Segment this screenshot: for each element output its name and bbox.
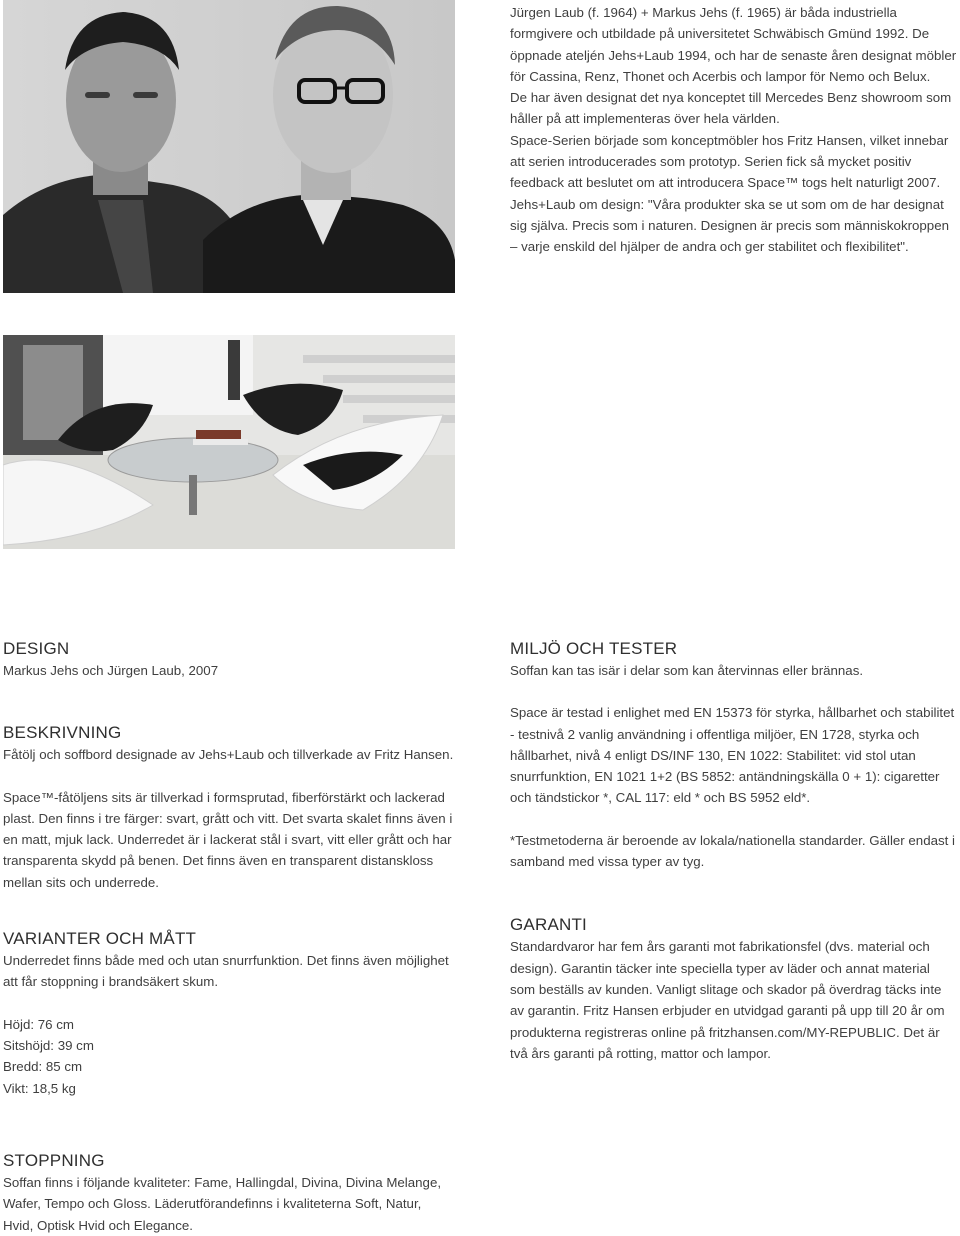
left-column [3, 638, 455, 1099]
right-column [510, 638, 958, 1064]
bio-paragraph: Jürgen Laub (f. 1964) + Markus Jehs (f. 1965) är båda industriella formgivere och utbildade på universitetet Schwäbisch Gmünd 1992. De öppnade ateljén Jehs+Laub 1994, och har de senaste åren designat möbler för Cassina, Renz, Thonet och Acerbis och lampor för Nemo och Belux. [510, 5, 957, 84]
stoppning-section [3, 1150, 455, 1236]
garanti-heading: GARANTI [510, 915, 587, 935]
miljo-heading: MILJÖ OCH TESTER [510, 639, 678, 658]
varianter-heading: VARIANTER OCH MÅTT [3, 929, 197, 949]
beskrivning-paragraph: Fåtölj och soffbord designade av Jehs+Laub och tillverkade av Fritz Hansen. [3, 747, 454, 763]
garanti-section [510, 914, 958, 1064]
beskrivning-heading: BESKRIVNING [3, 723, 122, 743]
bio-paragraph: De har även designat det nya konceptet till Mercedes Benz showroom som håller på att implementeras över hela världen. [510, 90, 952, 127]
bio-paragraph: Space-Serien började som konceptmöbler hos Fritz Hansen, vilket innebar att serien introducerades som prototyp. Serien fick så mycket positiv feedback att beslutet om att introducera Space™ togs helt naturligt 2007. [510, 132, 949, 191]
garanti-text: Standardvaror har fem års garanti mot fabrikationsfel (dvs. material och design). Garantin täcker inte speciella typer av läder och annat material som beställs av kunden. Vanligt slitage och skador på överdrag täcks inte av garantin. Fritz Hansen erbjuder en utvidgad garanti på upp till 20 år om produkterna registreras online på fritzhansen.com/MY-REPUBLIC. Det är två års garanti på rotting, mattor och lampor. [510, 939, 945, 1061]
designer-biography [510, 2, 958, 258]
design-text: Markus Jehs och Jürgen Laub, 2007 [3, 663, 219, 678]
miljo-paragraph: Space är testad i enlighet med EN 15373 för styrka, hållbarhet och stabilitet - testnivå 2 vanlig användning i offentliga miljöer, EN 1728, styrka och hållbarhet, nivå 4 enligt DS/INF 130, EN 1022: Stabilitet: vid stol utan snurrfunktion, EN 1021 1+2 (BS 5852: antändningskälla 0 + 1): cigaretter och tändstickor *, CAL 117: eld * och BS 5952 eld*. [510, 705, 955, 806]
bio-paragraph: Jehs+Laub om design: "Våra produkter ska se ut som om de har designat sig själva. Precis som i naturen. Designen är precis som människokroppen – varje enskild del hjälper de andra och ger stabilitet och flexibilitet". [510, 196, 949, 255]
stoppning-text: Soffan finns i följande kvaliteter: Fame, Hallingdal, Divina, Divina Melange, Wafer, Tempo och Gloss. Läderutförandefinns i kvaliteterna Soft, Natur, Hvid, Optisk Hvid och Elegance. [3, 1175, 442, 1233]
beskrivning-paragraph: Space™-fåtöljens sits är tillverkad i formsprutad, fiberförstärkt och lackerad plast. Den finns i tre färger: svart, grått och vitt. Det svarta skalet finns även i en matt, mjuk lack. Underredet är i lackerat stål i svart, vitt eller grått och har transparenta skydd på benen. Det finns även en transparent distanskloss mellan sits och underrede. [3, 789, 453, 890]
space-chairs-interior-photo [3, 335, 455, 549]
miljo-paragraph: Soffan kan tas isär i delar som kan återvinnas eller brännas. [510, 663, 864, 678]
beskrivning-section [3, 722, 455, 893]
dimension-item: Vikt: 18,5 kg [3, 1080, 76, 1096]
dimension-item: Höjd: 76 cm [3, 1016, 74, 1032]
varianter-section [3, 928, 455, 1099]
varianter-text: Underredet finns både med och utan snurrfunktion. Det finns även möjlighet att får stoppning i brandsäkert skum. [3, 953, 449, 990]
dimension-item: Sitshöjd: 39 cm [3, 1037, 94, 1053]
design-section [3, 638, 455, 681]
designers-portrait-photo [3, 0, 455, 293]
miljo-section [510, 638, 958, 872]
bottom-column [3, 1150, 455, 1236]
design-heading: DESIGN [3, 639, 70, 658]
dimension-item: Bredd: 85 cm [3, 1059, 83, 1075]
stoppning-heading: STOPPNING [3, 1151, 105, 1170]
miljo-paragraph: *Testmetoderna är beroende av lokala/nationella standarder. Gäller endast i samband med vissa typer av tyg. [510, 832, 955, 870]
dimensions-list [3, 1014, 455, 1099]
